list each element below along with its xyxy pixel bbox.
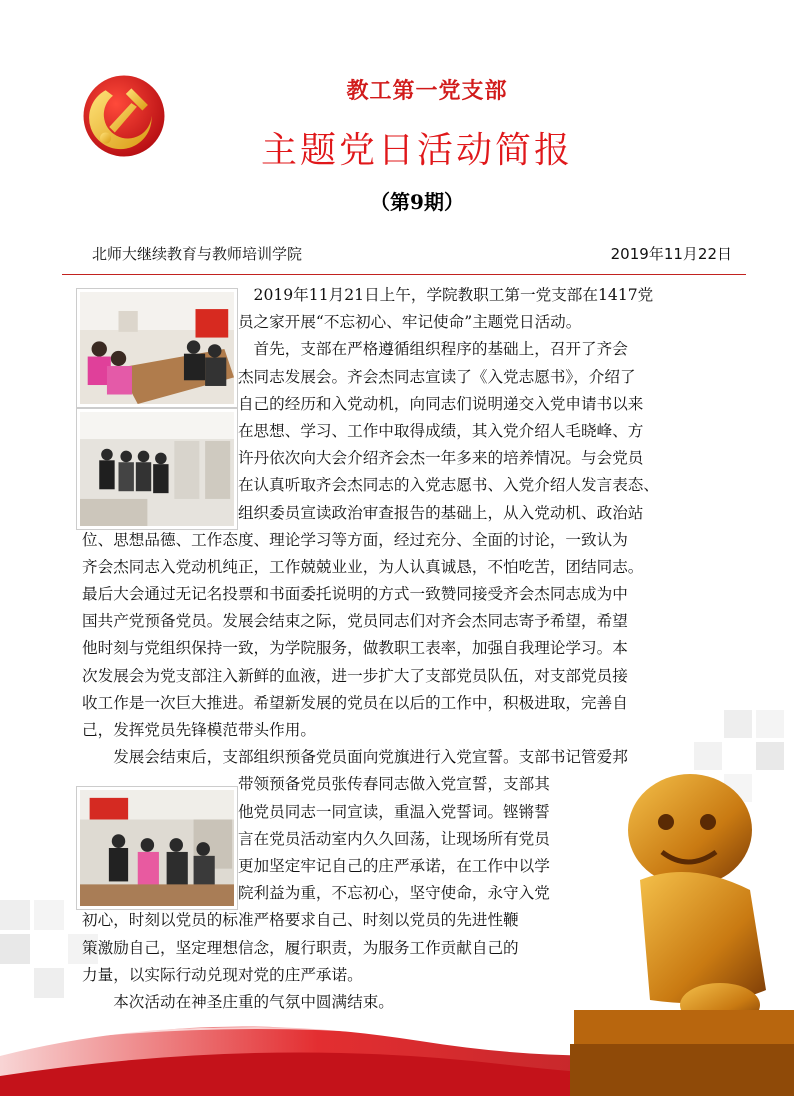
body-line: 最后大会通过无记名投票和书面委托说明的方式一致赞同接受齐会杰同志成为中 (82, 585, 628, 604)
body-line: 杰同志发展会。齐会杰同志宣读了《入党志愿书》，介绍了 (82, 367, 636, 386)
body-line: 次发展会为党支部注入新鲜的血液，进一步扩大了支部党员队伍，对支部党员接 (82, 666, 628, 685)
publish-date: 2019年11月22日 (610, 245, 732, 263)
body-line: 己，发挥党员先锋模范带头作用。 (82, 721, 316, 739)
header-divider (62, 274, 746, 275)
body-line: 初心，时刻以党员的标准严格要求自己、时刻以党员的先进性鞭 (82, 911, 519, 930)
body-line: 他党员同志一同宣读，重温入党誓词。铿锵誓 (82, 802, 550, 821)
body-line: 在思想、学习、工作中取得成绩，其入党介绍人毛晓峰、方 (82, 421, 644, 440)
body-line: 组织委员宣读政治审查报告的基础上，从入党动机、政治站 (82, 503, 644, 522)
body-line: 更加坚定牢记自己的庄严承诺，在工作中以学 (82, 856, 550, 875)
body-line: 院利益为重，不忘初心，坚守使命，永守入党 (82, 884, 550, 903)
body-line: 员之家开展“不忘初心、牢记使命”主题党日活动。 (82, 313, 582, 332)
body-line: 收工作是一次巨大推进。希望新发展的党员在以后的工作中，积极进取，完善自 (82, 693, 628, 712)
body-line: 首先，支部在严格遵循组织程序的基础上，召开了齐会 (82, 340, 628, 359)
branch-name: 教工第一党支部 (346, 78, 508, 104)
body-line: 他时刻与党组织保持一致，为学院服务，做教职工表率，加强自我理论学习。本 (82, 639, 628, 658)
body-line: 齐会杰同志入党动机纯正，工作兢兢业业，为人认真诚恳，不怕吃苦，团结同志。 (82, 557, 644, 576)
body-line: 许丹依次向大会介绍齐会杰一年多来的培养情况。与会党员 (82, 449, 644, 468)
body-line: 言在党员活动室内久久回荡，让现场所有党员 (82, 829, 550, 848)
meta-row (92, 243, 732, 264)
body-line: 带领预备党员张传春同志做入党宣誓，支部其 (82, 775, 550, 794)
body-line: 发展会结束后，支部组织预备党员面向党旗进行入党宣誓。支部书记管爱邦 (82, 748, 628, 767)
body-line: 在认真听取齐会杰同志的入党志愿书、入党介绍人发言表态、 (82, 476, 659, 495)
body-line: 2019年11月21日上午，学院教职工第一党支部在1417党 (82, 286, 654, 304)
body-line: 自己的经历和入党动机，向同志们说明递交入党申请书以来 (82, 394, 644, 413)
body-line: 本次活动在神圣庄重的气氛中圆满结束。 (82, 992, 394, 1011)
issue-number: （第9期） (370, 190, 464, 214)
bulletin-body (82, 282, 750, 1016)
institution-name: 北师大继续教育与教师培训学院 (92, 245, 303, 263)
bulletin-title: 主题党日活动简报 (260, 130, 573, 171)
body-line: 力量，以实际行动兑现对党的庄严承诺。 (82, 965, 363, 984)
body-line: 位、思想品德、工作态度、理论学习等方面，经过充分、全面的讨论，一致认为 (82, 530, 628, 549)
body-line: 策激励自己，坚定理想信念，履行职责，为服务工作贡献自己的 (82, 938, 519, 957)
body-line: 国共产党预备党员。发展会结束之际，党员同志们对齐会杰同志寄予希望，希望 (82, 612, 628, 631)
